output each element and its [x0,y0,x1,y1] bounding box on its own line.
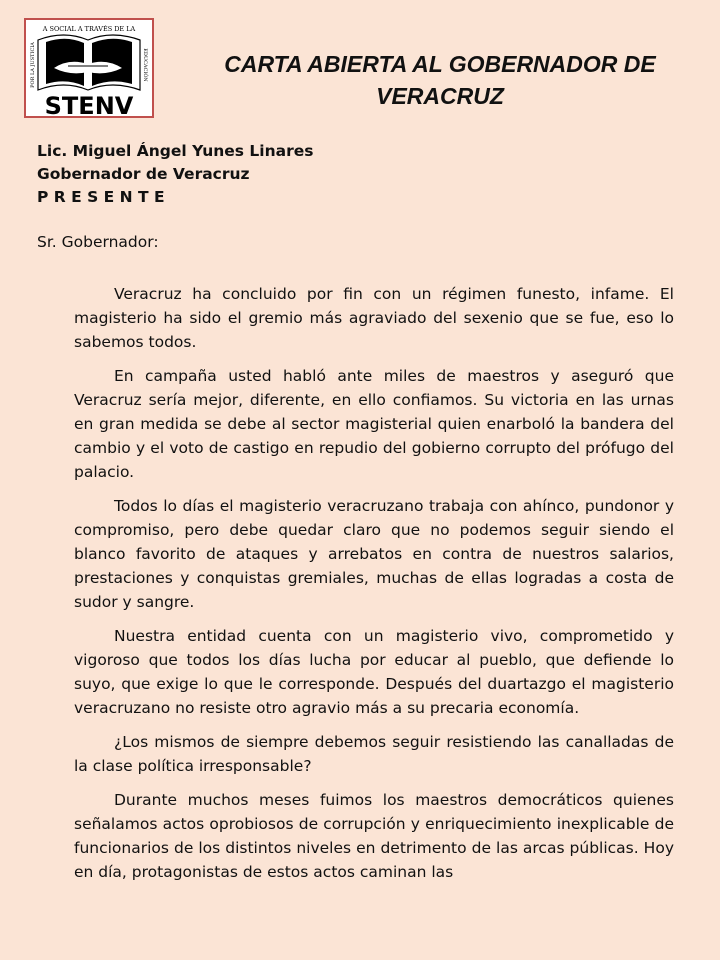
paragraph: Todos lo días el magisterio veracruzano trabaja con ahínco, pundonor y compromiso, pero debe quedar claro que no podemos seguir siendo el blanco favorito de ataques y arrebatos en contra de nuestros salarios, prestaciones y conquistas gremiales, muchas de ellas logradas a costa de sudor y sangre. [74,497,674,611]
logo-arc-text: A SOCIAL A TRAVÉS DE LA [42,25,136,33]
addressee-block [37,140,313,209]
paragraph: Nuestra entidad cuenta con un magisterio vivo, comprometido y vigoroso que todos los días lucha por educar al pueblo, que defiende lo suyo, que exige lo que le corresponde. Después del duartazgo el magisterio veracruzano no resiste otro agravio más a su precaria economía. [74,627,674,717]
stenv-logo [24,18,154,118]
paragraph: Veracruz ha concluido por fin con un régimen funesto, infame. El magisterio ha sido el gremio más agraviado del sexenio que se fue, eso lo sabemos todos. [74,285,674,351]
addressee-name: Lic. Miguel Ángel Yunes Linares [37,142,314,160]
logo-acronym: STENV [44,92,134,118]
addressee-position: Gobernador de Veracruz [37,165,250,183]
letter-body [74,282,674,894]
addressee-presente: P R E S E N T E [37,188,165,206]
paragraph: ¿Los mismos de siempre debemos seguir resistiendo las canalladas de la clase política irresponsable? [74,733,674,775]
paragraph: En campaña usted habló ante miles de maestros y aseguró que Veracruz sería mejor, diferente, en ello confiamos. Su victoria en las urnas en gran medida se debe al sector magisterial quien enarboló la bandera del cambio y el voto de castigo en repudio del gobierno corrupto del prófugo del palacio. [74,367,674,481]
logo-right-text: EDUCACIÓN [142,48,148,82]
paragraph: Durante muchos meses fuimos los maestros democráticos quienes señalamos actos oprobiosos de corrupción y enriquecimiento inexplicable de funcionarios de los distintos niveles en detrimento de las arcas públicas. Hoy en día, protagonistas de estos actos caminan las [74,791,674,881]
letter-title: CARTA ABIERTA AL GOBERNADOR DE VERACRUZ [224,51,656,109]
salutation: Sr. Gobernador: [37,233,159,251]
logo-left-text: POR LA JUSTICIA [30,42,36,88]
